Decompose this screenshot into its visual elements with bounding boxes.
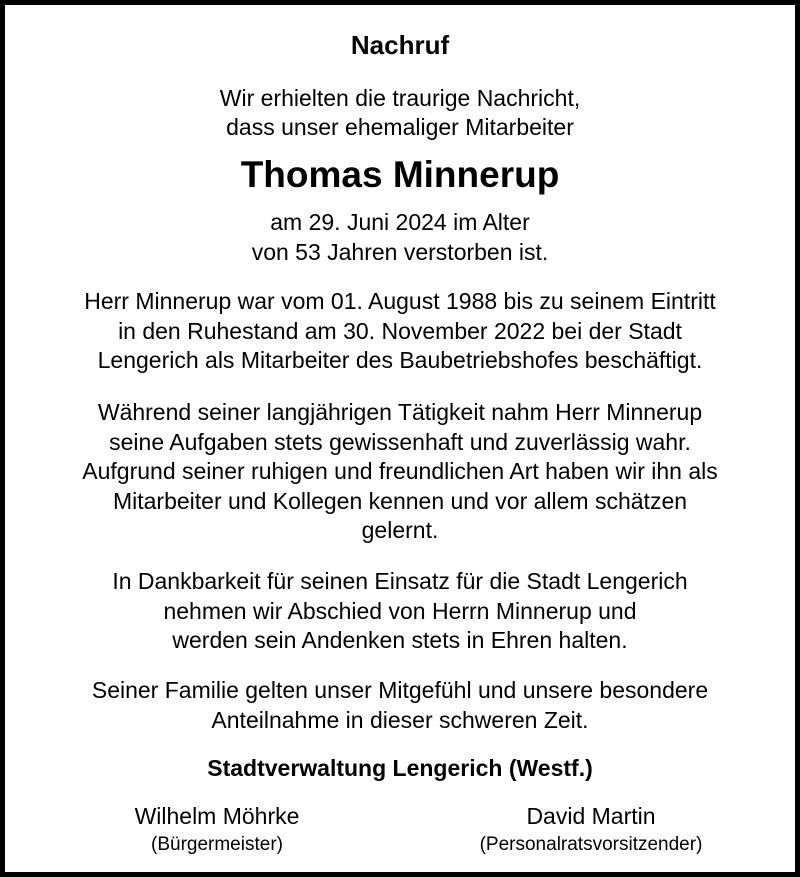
paragraph-line: Während seiner langjährigen Tätigkeit nahm Herr Minnerup — [97, 399, 703, 425]
paragraph-line: Mitarbeiter und Kollegen kennen und vor allem schätzen — [112, 487, 688, 514]
paragraph-farewell — [5, 567, 795, 656]
signatory-role: (Bürgermeister) — [151, 834, 283, 855]
signatory-council-chair — [421, 801, 761, 859]
intro-line: dass unser ehemaliger Mitarbeiter — [226, 114, 574, 140]
death-date-text — [5, 207, 795, 267]
paragraph-line: gelernt. — [361, 517, 439, 543]
deceased-name: Thomas Minnerup — [240, 154, 560, 195]
paragraph-appreciation — [5, 398, 795, 546]
paragraph-line: In Dankbarkeit für seinen Einsatz für die Stadt Lengerich — [112, 568, 688, 594]
paragraph-line: seine Aufgaben stets gewissenhaft und zuverlässig wahr. — [109, 428, 691, 455]
date-line: am 29. Juni 2024 im Alter — [270, 209, 530, 235]
paragraph-line: Aufgrund seiner ruhigen und freundlichen Art haben wir ihn als — [82, 458, 718, 484]
signatory-name: David Martin — [526, 803, 656, 829]
organization-name: Stadtverwaltung Lengerich (Westf.) — [207, 755, 593, 781]
paragraph-line: Herr Minnerup war vom 01. August 1988 bis zu seinem Eintritt — [84, 288, 716, 314]
paragraph-line: Anteilnahme in dieser schweren Zeit. — [211, 706, 589, 733]
date-line: von 53 Jahren verstorben ist. — [251, 239, 549, 265]
intro-line: Wir erhielten die traurige Nachricht, — [219, 85, 581, 111]
paragraph-line: Lengerich als Mitarbeiter des Baubetriebshofes beschäftigt. — [97, 347, 703, 373]
signatory-mayor — [47, 801, 387, 859]
paragraph-employment — [5, 287, 795, 376]
paragraph-line: nehmen wir Abschied von Herrn Minnerup und — [163, 597, 637, 624]
paragraph-line: Seiner Familie gelten unser Mitgefühl und unsere besondere — [91, 677, 709, 703]
signatory-name: Wilhelm Möhrke — [134, 803, 300, 829]
notice-heading: Nachruf — [350, 30, 450, 60]
paragraph-line: werden sein Andenken stets in Ehren halten. — [172, 627, 628, 653]
paragraph-condolence — [5, 676, 795, 735]
signatory-role: (Personalratsvorsitzender) — [479, 834, 703, 855]
paragraph-line: in den Ruhestand am 30. November 2022 bei der Stadt — [118, 317, 682, 344]
intro-text — [5, 84, 795, 142]
